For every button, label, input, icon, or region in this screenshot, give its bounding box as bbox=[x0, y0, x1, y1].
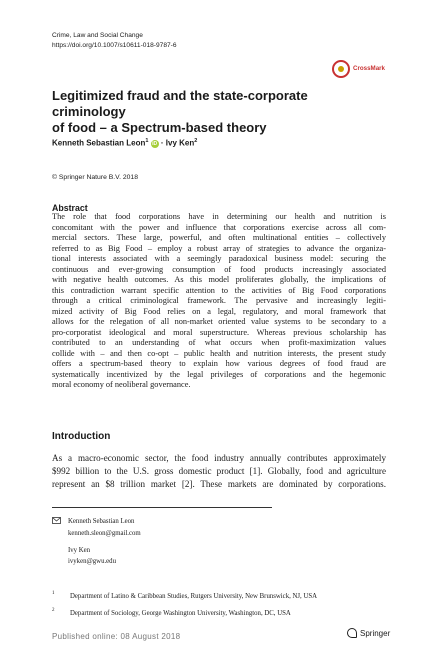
article-title bbox=[52, 88, 372, 136]
abstract-line: mized activity of Big Food relies on a legal, regulatory, and moral framework that bbox=[52, 306, 386, 316]
contact-name: Ivy Ken bbox=[68, 547, 91, 554]
abstract-line: mercial sectors. These large, powerful, and often multinational entities – collectively bbox=[52, 233, 386, 242]
contact-email[interactable]: kenneth.sleon@gmail.com bbox=[68, 529, 141, 537]
author-list bbox=[52, 138, 197, 148]
abstract-line: this contradiction warrant specific attention to the activities of Big Food corporations bbox=[52, 285, 386, 295]
author-separator: · bbox=[160, 138, 164, 148]
introduction-line: $992 billion to the U.S. gross domestic product [1]. Globally, food and agriculture bbox=[52, 466, 386, 476]
abstract-line: systematically incentivized by the legal privileges of corporations and the hegemonic bbox=[52, 369, 386, 379]
abstract-line: concomitant with the power and influence that corporations exercise across all com- bbox=[52, 222, 386, 232]
introduction-text bbox=[52, 452, 386, 491]
affiliation-number: 2 bbox=[52, 608, 55, 613]
affiliation-text: Department of Sociology, George Washington University, Washington, DC, USA bbox=[70, 610, 291, 617]
abstract-line: moral economy of neoliberal governance. bbox=[52, 380, 191, 389]
publisher-name: Springer bbox=[360, 628, 391, 638]
envelope-icon bbox=[52, 517, 68, 529]
published-date: Published online: 08 August 2018 bbox=[52, 632, 181, 641]
abstract-line: The role that food corporations have in determining our health and nutrition is bbox=[52, 212, 386, 221]
introduction-line: As a macro-economic sector, the food industry annually contributes approximately bbox=[52, 453, 386, 463]
abstract-text bbox=[52, 212, 386, 391]
crossmark-label: CrossMark bbox=[353, 65, 385, 72]
abstract-line: tional interests associated with a seemingly paradoxical business model: securing the bbox=[52, 254, 386, 263]
affiliation-marker: 1 bbox=[145, 138, 149, 144]
contact-block bbox=[52, 517, 141, 567]
abstract-line: collide with – and then co-opt – public health and nutrition interests, the present study bbox=[52, 348, 386, 358]
affiliation-number: 1 bbox=[52, 591, 55, 596]
abstract-line: contributed to an understanding of what occurs when profit-maximization values bbox=[52, 338, 386, 347]
footnote-divider bbox=[52, 507, 272, 508]
introduction-heading: Introduction bbox=[52, 431, 111, 442]
affiliation-text: Department of Latino & Caribbean Studies, Rutgers University, New Brunswick, NJ, USA bbox=[70, 593, 318, 600]
author-name[interactable]: Ivy Ken bbox=[165, 138, 195, 148]
introduction-line: represent an $8 trillion market [2]. These markets are dominated by corporations. bbox=[52, 479, 386, 489]
journal-info bbox=[52, 31, 177, 51]
crossmark-icon bbox=[332, 60, 350, 78]
author-name[interactable]: Kenneth Sebastian Leon bbox=[52, 138, 146, 148]
abstract-line: continuous and ever-growing consumption of food products increasingly associated bbox=[52, 264, 386, 274]
journal-name: Crime, Law and Social Change bbox=[52, 32, 143, 39]
abstract-heading: Abstract bbox=[52, 203, 88, 213]
abstract-line: through a critical criminological framework. The pervasive and increasingly legiti- bbox=[52, 296, 386, 305]
abstract-line: allows for the relegation of all non-market oriented value systems to be secondary to a bbox=[52, 317, 386, 326]
abstract-line: with negative health outcomes. As this model proliferates globally, the implications of bbox=[52, 275, 386, 284]
abstract-line: offers a spectrum-based theory to explain how various degrees of food fraud are bbox=[52, 359, 386, 368]
abstract-line: pro-corporatist ideological and moral superstructure. Whereas previous scholarship has bbox=[52, 327, 386, 337]
title-line-1: Legitimized fraud and the state-corporate criminology bbox=[52, 88, 308, 119]
crossmark-badge[interactable] bbox=[332, 60, 387, 84]
orcid-icon[interactable]: iD bbox=[152, 140, 158, 147]
affiliations bbox=[52, 588, 317, 622]
copyright-notice: © Springer Nature B.V. 2018 bbox=[52, 174, 138, 181]
contact-email[interactable]: ivyken@gwu.edu bbox=[68, 557, 116, 565]
contact-name: Kenneth Sebastian Leon bbox=[68, 518, 135, 525]
doi-link[interactable]: https://doi.org/10.1007/s10611-018-9787-6 bbox=[52, 42, 177, 49]
affiliation-item bbox=[52, 588, 317, 605]
springer-horse-icon bbox=[347, 628, 357, 638]
affiliation-item bbox=[52, 605, 317, 622]
abstract-line: referred to as Big Food – employ a robust array of strategies to advance the organiza- bbox=[52, 243, 386, 253]
affiliation-marker: 2 bbox=[194, 138, 198, 144]
publisher-logo bbox=[347, 628, 390, 638]
title-line-2: of food – a Spectrum-based theory bbox=[52, 120, 267, 135]
